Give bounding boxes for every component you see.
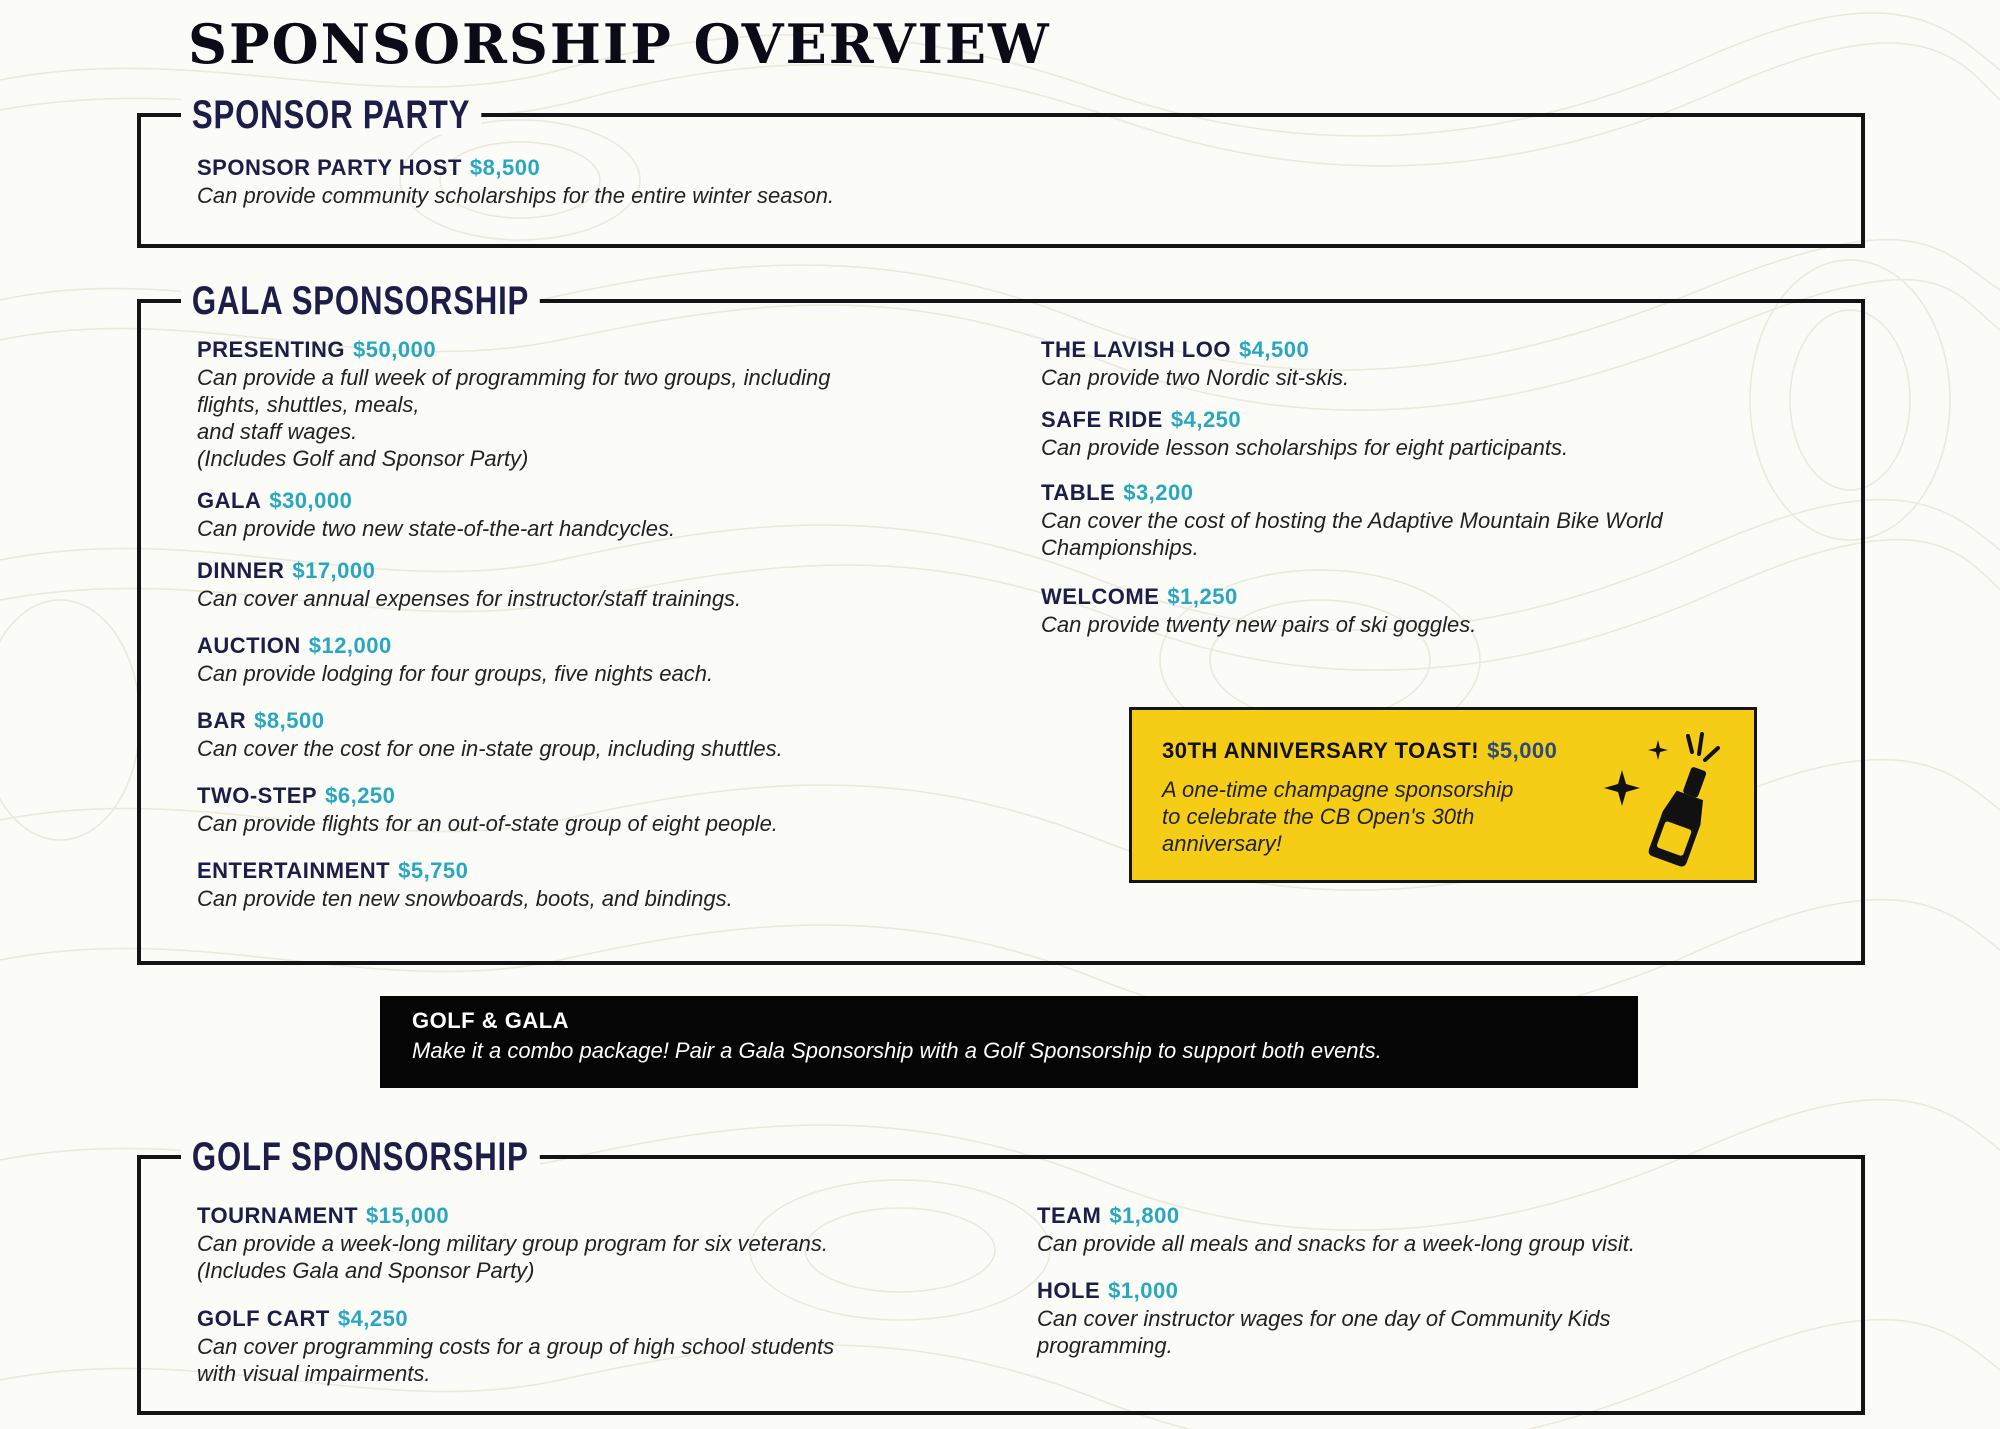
item-table (1041, 479, 1663, 561)
combo-text: Make it a combo package! Pair a Gala Sponsorship with a Golf Sponsorship to support both events. (412, 1038, 1382, 1063)
item-price: $4,500 (1238, 337, 1310, 362)
item-price: $17,000 (292, 558, 376, 583)
item-price: $15,000 (366, 1203, 450, 1228)
toast-desc-line: anniversary! (1162, 831, 1282, 856)
toast-desc-line: to celebrate the CB Open's 30th (1162, 804, 1475, 829)
item-name: TABLE (1041, 480, 1116, 505)
golf-gala-combo-banner (380, 996, 1638, 1088)
item-desc-line: Championships. (1041, 535, 1199, 560)
item-desc-line: and staff wages. (197, 419, 358, 444)
item-desc-line: Can cover programming costs for a group of high school students (197, 1334, 835, 1359)
item-desc-line: Can cover annual expenses for instructor/staff trainings. (197, 586, 742, 611)
item-name: DINNER (197, 558, 285, 583)
item-price: $4,250 (337, 1306, 409, 1331)
item-desc-line: Can provide ten new snowboards, boots, and bindings. (197, 886, 733, 911)
anniversary-toast-callout (1129, 707, 1757, 883)
item-name: BAR (197, 708, 247, 733)
item-desc-line: (Includes Golf and Sponsor Party) (197, 446, 529, 471)
item-price: $8,500 (254, 708, 325, 733)
item-entertainment (197, 857, 733, 912)
item-desc-line: Can cover instructor wages for one day of Community Kids (1037, 1306, 1611, 1331)
item-name: GOLF CART (197, 1306, 330, 1331)
champagne-bottle-icon (1602, 722, 1732, 872)
item-tournament (197, 1202, 828, 1284)
item-the-lavish-loo (1041, 336, 1349, 391)
item-price: $1,800 (1109, 1203, 1180, 1228)
item-dinner (197, 557, 741, 612)
item-price: $8,500 (469, 155, 541, 180)
item-desc-line: Can provide community scholarships for the entire winter season. (197, 183, 835, 208)
item-two-step (197, 782, 778, 837)
item-name: PRESENTING (197, 337, 346, 362)
item-desc-line: with visual impairments. (197, 1361, 431, 1386)
item-price: $1,000 (1108, 1278, 1179, 1303)
toast-name: 30TH ANNIVERSARY TOAST! (1162, 738, 1480, 763)
gala-sponsorship-title: GALA SPONSORSHIP (181, 281, 540, 321)
item-price: $50,000 (353, 337, 437, 362)
item-desc-line: Can provide lesson scholarships for eight participants. (1041, 435, 1569, 460)
item-price: $1,250 (1167, 584, 1238, 609)
item-gala (197, 487, 675, 542)
item-desc-line: programming. (1037, 1333, 1173, 1358)
item-desc-line: Can provide flights for an out-of-state group of eight people. (197, 811, 778, 836)
item-desc-line: Can provide lodging for four groups, five nights each. (197, 661, 714, 686)
item-price: $3,200 (1123, 480, 1194, 505)
item-auction (197, 632, 713, 687)
page-title: SPONSORSHIP OVERVIEW (188, 12, 1051, 76)
item-price: $30,000 (269, 488, 353, 513)
item-welcome (1041, 583, 1476, 638)
item-hole (1037, 1277, 1610, 1359)
item-price: $6,250 (325, 783, 396, 808)
toast-price: $5,000 (1487, 738, 1558, 763)
item-desc-line: Can cover the cost for one in-state group, including shuttles. (197, 736, 783, 761)
item-desc-line: Can cover the cost of hosting the Adaptive Mountain Bike World (1041, 508, 1663, 533)
item-name: ENTERTAINMENT (197, 858, 391, 883)
item-desc-line: Can provide a full week of programming for two groups, including (197, 365, 831, 390)
item-name: AUCTION (197, 633, 301, 658)
sponsor-party-title: SPONSOR PARTY (181, 95, 481, 135)
item-name: HOLE (1037, 1278, 1101, 1303)
item-name: SAFE RIDE (1041, 407, 1163, 432)
item-bar (197, 707, 783, 762)
item-name: TOURNAMENT (197, 1203, 359, 1228)
toast-desc-line: A one-time champagne sponsorship (1162, 777, 1514, 802)
item-desc-line: (Includes Gala and Sponsor Party) (197, 1258, 535, 1283)
item-price: $12,000 (308, 633, 392, 658)
item-name: TEAM (1037, 1203, 1102, 1228)
item-name: TWO-STEP (197, 783, 318, 808)
item-golf-cart (197, 1305, 834, 1387)
item-desc-line: Can provide a week-long military group program for six veterans. (197, 1231, 828, 1256)
combo-title: GOLF & GALA (412, 1008, 570, 1033)
item-sponsor-party-host (197, 154, 834, 209)
item-name: WELCOME (1041, 584, 1160, 609)
item-price: $5,750 (398, 858, 469, 883)
item-safe-ride (1041, 406, 1568, 461)
item-desc-line: Can provide two Nordic sit-skis. (1041, 365, 1350, 390)
golf-sponsorship-title: GOLF SPONSORSHIP (181, 1137, 539, 1177)
item-desc-line: flights, shuttles, meals, (197, 392, 420, 417)
item-team (1037, 1202, 1635, 1257)
item-desc-line: Can provide all meals and snacks for a week-long group visit. (1037, 1231, 1635, 1256)
item-desc-line: Can provide two new state-of-the-art handcycles. (197, 516, 676, 541)
item-desc-line: Can provide twenty new pairs of ski goggles. (1041, 612, 1477, 637)
item-presenting (197, 336, 830, 472)
item-name: GALA (197, 488, 262, 513)
item-name: THE LAVISH LOO (1041, 337, 1231, 362)
item-name: SPONSOR PARTY HOST (197, 155, 462, 180)
item-price: $4,250 (1170, 407, 1242, 432)
